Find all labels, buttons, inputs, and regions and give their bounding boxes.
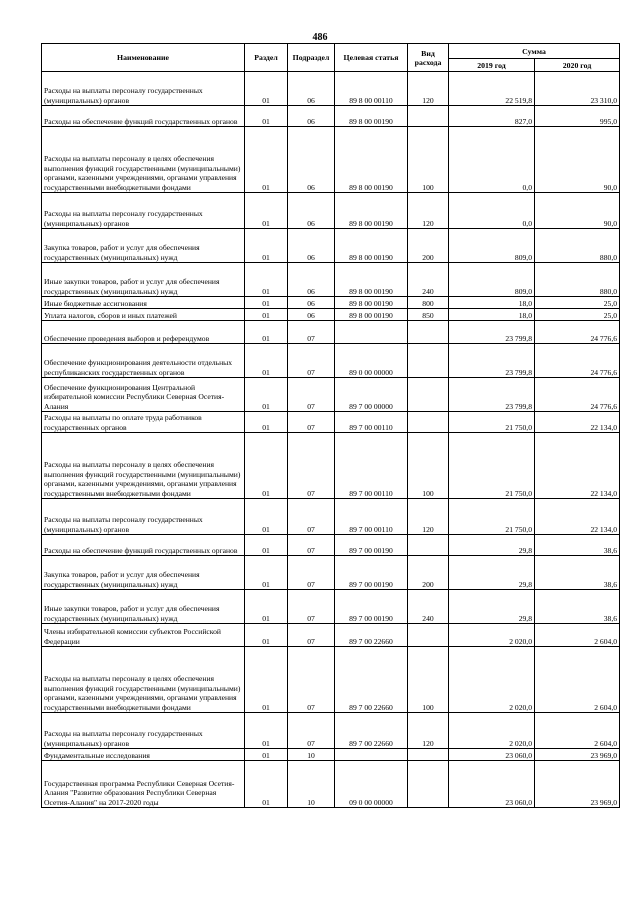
row-sum-2020: 23 969,0 xyxy=(535,761,620,808)
row-name: Иные закупки товаров, работ и услуг для обеспечения государственных (муниципальных) нужд xyxy=(42,263,245,297)
row-sum-2019: 23 060,0 xyxy=(449,761,535,808)
row-sum-2020: 22 134,0 xyxy=(535,412,620,433)
row-name: Расходы на выплаты персоналу государственных (муниципальных) органов xyxy=(42,499,245,535)
row-razdel: 01 xyxy=(245,309,288,321)
row-name: Расходы на выплаты персоналу в целях обеспечения выполнения функций государственными (муниципальными) органами, казенными учреждениями, органами управления государственными внебюджетными фондами xyxy=(42,127,245,193)
table-body xyxy=(42,72,620,808)
header-razdel: Раздел xyxy=(245,44,288,72)
row-podrazdel: 07 xyxy=(288,344,335,378)
row-razdel: 01 xyxy=(245,106,288,127)
row-vid xyxy=(408,412,449,433)
table-row xyxy=(42,761,620,808)
row-vid: 120 xyxy=(408,72,449,106)
row-podrazdel: 06 xyxy=(288,309,335,321)
table-row xyxy=(42,193,620,229)
row-sum-2020: 2 604,0 xyxy=(535,713,620,749)
header-statya: Целевая статья xyxy=(335,44,408,72)
row-sum-2020: 2 604,0 xyxy=(535,647,620,713)
table-row xyxy=(42,535,620,556)
table-row xyxy=(42,412,620,433)
row-sum-2019: 29,8 xyxy=(449,590,535,624)
row-sum-2019: 23 799,8 xyxy=(449,378,535,412)
row-statya: 89 8 00 00190 xyxy=(335,263,408,297)
row-podrazdel: 06 xyxy=(288,106,335,127)
row-razdel: 01 xyxy=(245,193,288,229)
row-name: Обеспечение функционирования деятельности отдельных республиканских государственных органов xyxy=(42,344,245,378)
row-statya xyxy=(335,321,408,344)
table-row xyxy=(42,749,620,761)
table-row xyxy=(42,556,620,590)
row-razdel: 01 xyxy=(245,127,288,193)
row-sum-2020: 880,0 xyxy=(535,263,620,297)
row-vid xyxy=(408,344,449,378)
row-razdel: 01 xyxy=(245,263,288,297)
row-sum-2019: 2 020,0 xyxy=(449,713,535,749)
row-sum-2020: 23 969,0 xyxy=(535,749,620,761)
row-sum-2019: 18,0 xyxy=(449,297,535,309)
table-row xyxy=(42,297,620,309)
row-razdel: 01 xyxy=(245,535,288,556)
row-vid xyxy=(408,749,449,761)
row-vid xyxy=(408,378,449,412)
table-row xyxy=(42,72,620,106)
row-vid: 120 xyxy=(408,193,449,229)
row-name: Расходы на выплаты персоналу государственных (муниципальных) органов xyxy=(42,713,245,749)
row-name: Расходы на выплаты персоналу в целях обеспечения выполнения функций государственными (муниципальными) органами, казенными учреждениями, органами управления государственными внебюджетными фондами xyxy=(42,433,245,499)
row-sum-2019: 21 750,0 xyxy=(449,499,535,535)
row-podrazdel: 07 xyxy=(288,499,335,535)
table-row xyxy=(42,378,620,412)
table-row xyxy=(42,263,620,297)
table-row xyxy=(42,321,620,344)
row-vid: 240 xyxy=(408,263,449,297)
row-sum-2019: 21 750,0 xyxy=(449,412,535,433)
row-statya: 89 7 00 00190 xyxy=(335,535,408,556)
table-row xyxy=(42,624,620,647)
row-razdel: 01 xyxy=(245,761,288,808)
row-statya: 89 8 00 00190 xyxy=(335,297,408,309)
header-name: Наименование xyxy=(42,44,245,72)
row-sum-2019: 23 799,8 xyxy=(449,321,535,344)
row-statya xyxy=(335,749,408,761)
row-name: Закупка товаров, работ и услуг для обеспечения государственных (муниципальных) нужд xyxy=(42,229,245,263)
row-razdel: 01 xyxy=(245,344,288,378)
table-row xyxy=(42,106,620,127)
table-row xyxy=(42,344,620,378)
row-razdel: 01 xyxy=(245,647,288,713)
row-razdel: 01 xyxy=(245,713,288,749)
row-sum-2019: 29,8 xyxy=(449,556,535,590)
header-podrazdel: Подраздел xyxy=(288,44,335,72)
row-vid: 120 xyxy=(408,713,449,749)
row-podrazdel: 07 xyxy=(288,624,335,647)
row-podrazdel: 06 xyxy=(288,72,335,106)
row-sum-2019: 2 020,0 xyxy=(449,647,535,713)
row-name: Государственная программа Республики Северная Осетия-Алания "Развитие образования Республики Северная Осетия-Алания" на 2017-2020 годы xyxy=(42,761,245,808)
row-vid xyxy=(408,106,449,127)
row-sum-2020: 25,0 xyxy=(535,309,620,321)
row-statya: 89 7 00 00190 xyxy=(335,590,408,624)
row-razdel: 01 xyxy=(245,499,288,535)
row-sum-2020: 38,6 xyxy=(535,556,620,590)
row-sum-2020: 90,0 xyxy=(535,127,620,193)
row-statya: 89 7 00 22660 xyxy=(335,647,408,713)
table-row xyxy=(42,647,620,713)
table-row xyxy=(42,590,620,624)
row-sum-2019: 827,0 xyxy=(449,106,535,127)
row-sum-2020: 24 776,6 xyxy=(535,321,620,344)
row-sum-2019: 809,0 xyxy=(449,229,535,263)
row-statya: 89 0 00 00000 xyxy=(335,344,408,378)
row-vid xyxy=(408,624,449,647)
row-podrazdel: 07 xyxy=(288,433,335,499)
row-sum-2019: 18,0 xyxy=(449,309,535,321)
row-sum-2019: 809,0 xyxy=(449,263,535,297)
row-razdel: 01 xyxy=(245,412,288,433)
row-name: Расходы на выплаты персоналу в целях обеспечения выполнения функций государственными (муниципальными) органами, казенными учреждениями, органами управления государственными внебюджетными фондами xyxy=(42,647,245,713)
row-name: Расходы на обеспечение функций государственных органов xyxy=(42,535,245,556)
row-sum-2019: 23 060,0 xyxy=(449,749,535,761)
row-podrazdel: 06 xyxy=(288,263,335,297)
row-razdel: 01 xyxy=(245,590,288,624)
row-razdel: 01 xyxy=(245,297,288,309)
row-sum-2020: 2 604,0 xyxy=(535,624,620,647)
row-sum-2019: 29,8 xyxy=(449,535,535,556)
row-sum-2020: 22 134,0 xyxy=(535,433,620,499)
row-vid xyxy=(408,761,449,808)
table-row xyxy=(42,309,620,321)
row-name: Расходы на выплаты персоналу государственных (муниципальных) органов xyxy=(42,193,245,229)
row-podrazdel: 07 xyxy=(288,535,335,556)
row-podrazdel: 07 xyxy=(288,412,335,433)
row-sum-2020: 24 776,6 xyxy=(535,344,620,378)
row-statya: 89 7 00 22660 xyxy=(335,713,408,749)
table-row xyxy=(42,229,620,263)
table-header xyxy=(42,44,620,72)
row-sum-2020: 38,6 xyxy=(535,590,620,624)
row-name: Иные закупки товаров, работ и услуг для обеспечения государственных (муниципальных) нужд xyxy=(42,590,245,624)
row-razdel: 01 xyxy=(245,433,288,499)
row-name: Закупка товаров, работ и услуг для обеспечения государственных (муниципальных) нужд xyxy=(42,556,245,590)
row-name: Фундаментальные исследования xyxy=(42,749,245,761)
row-podrazdel: 10 xyxy=(288,749,335,761)
row-sum-2020: 22 134,0 xyxy=(535,499,620,535)
row-podrazdel: 06 xyxy=(288,193,335,229)
header-2020: 2020 год xyxy=(535,59,620,72)
row-vid: 120 xyxy=(408,499,449,535)
row-razdel: 01 xyxy=(245,624,288,647)
row-razdel: 01 xyxy=(245,378,288,412)
row-statya: 89 8 00 00190 xyxy=(335,193,408,229)
row-statya: 89 8 00 00190 xyxy=(335,229,408,263)
row-podrazdel: 07 xyxy=(288,321,335,344)
row-statya: 89 8 00 00190 xyxy=(335,106,408,127)
row-statya: 89 8 00 00110 xyxy=(335,72,408,106)
header-vid: Вид расхода xyxy=(408,44,449,72)
row-vid: 200 xyxy=(408,556,449,590)
row-podrazdel: 07 xyxy=(288,556,335,590)
row-sum-2019: 23 799,8 xyxy=(449,344,535,378)
table-row xyxy=(42,499,620,535)
row-statya: 89 7 00 22660 xyxy=(335,624,408,647)
row-sum-2019: 21 750,0 xyxy=(449,433,535,499)
table-row xyxy=(42,713,620,749)
row-podrazdel: 10 xyxy=(288,761,335,808)
row-sum-2020: 25,0 xyxy=(535,297,620,309)
row-sum-2020: 995,0 xyxy=(535,106,620,127)
row-statya: 89 7 00 00110 xyxy=(335,499,408,535)
row-razdel: 01 xyxy=(245,556,288,590)
row-name: Расходы на выплаты по оплате труда работников государственных органов xyxy=(42,412,245,433)
row-sum-2019: 22 519,8 xyxy=(449,72,535,106)
row-podrazdel: 06 xyxy=(288,297,335,309)
row-razdel: 01 xyxy=(245,72,288,106)
row-vid: 100 xyxy=(408,647,449,713)
row-vid: 240 xyxy=(408,590,449,624)
row-podrazdel: 07 xyxy=(288,647,335,713)
row-sum-2020: 23 310,0 xyxy=(535,72,620,106)
row-name: Иные бюджетные ассигнования xyxy=(42,297,245,309)
row-podrazdel: 06 xyxy=(288,127,335,193)
row-vid: 200 xyxy=(408,229,449,263)
row-statya: 89 8 00 00190 xyxy=(335,309,408,321)
row-vid: 100 xyxy=(408,433,449,499)
row-vid xyxy=(408,535,449,556)
row-podrazdel: 07 xyxy=(288,590,335,624)
row-statya: 89 8 00 00190 xyxy=(335,127,408,193)
row-podrazdel: 07 xyxy=(288,713,335,749)
row-sum-2020: 38,6 xyxy=(535,535,620,556)
row-vid: 800 xyxy=(408,297,449,309)
header-summa: Сумма xyxy=(449,44,620,59)
row-name: Расходы на выплаты персоналу государственных (муниципальных) органов xyxy=(42,72,245,106)
row-vid: 850 xyxy=(408,309,449,321)
header-2019: 2019 год xyxy=(449,59,535,72)
row-podrazdel: 06 xyxy=(288,229,335,263)
row-statya: 09 0 00 00000 xyxy=(335,761,408,808)
row-name: Члены избирательной комиссии субъектов Российской Федерации xyxy=(42,624,245,647)
row-statya: 89 7 00 00110 xyxy=(335,433,408,499)
table-row xyxy=(42,127,620,193)
row-sum-2019: 0,0 xyxy=(449,127,535,193)
budget-table xyxy=(41,43,620,808)
row-sum-2020: 90,0 xyxy=(535,193,620,229)
row-name: Обеспечение функционирования Центральной избирательной комиссии Республики Северная Осетия-Алания xyxy=(42,378,245,412)
row-sum-2020: 24 776,6 xyxy=(535,378,620,412)
row-vid: 100 xyxy=(408,127,449,193)
row-statya: 89 7 00 00000 xyxy=(335,378,408,412)
row-statya: 89 7 00 00190 xyxy=(335,556,408,590)
row-sum-2020: 880,0 xyxy=(535,229,620,263)
row-podrazdel: 07 xyxy=(288,378,335,412)
row-sum-2019: 2 020,0 xyxy=(449,624,535,647)
row-razdel: 01 xyxy=(245,321,288,344)
row-vid xyxy=(408,321,449,344)
page-number: 486 xyxy=(312,32,328,43)
table-row xyxy=(42,433,620,499)
row-name: Расходы на обеспечение функций государственных органов xyxy=(42,106,245,127)
row-statya: 89 7 00 00110 xyxy=(335,412,408,433)
row-razdel: 01 xyxy=(245,749,288,761)
row-razdel: 01 xyxy=(245,229,288,263)
row-name: Уплата налогов, сборов и иных платежей xyxy=(42,309,245,321)
row-name: Обеспечение проведения выборов и референдумов xyxy=(42,321,245,344)
row-sum-2019: 0,0 xyxy=(449,193,535,229)
